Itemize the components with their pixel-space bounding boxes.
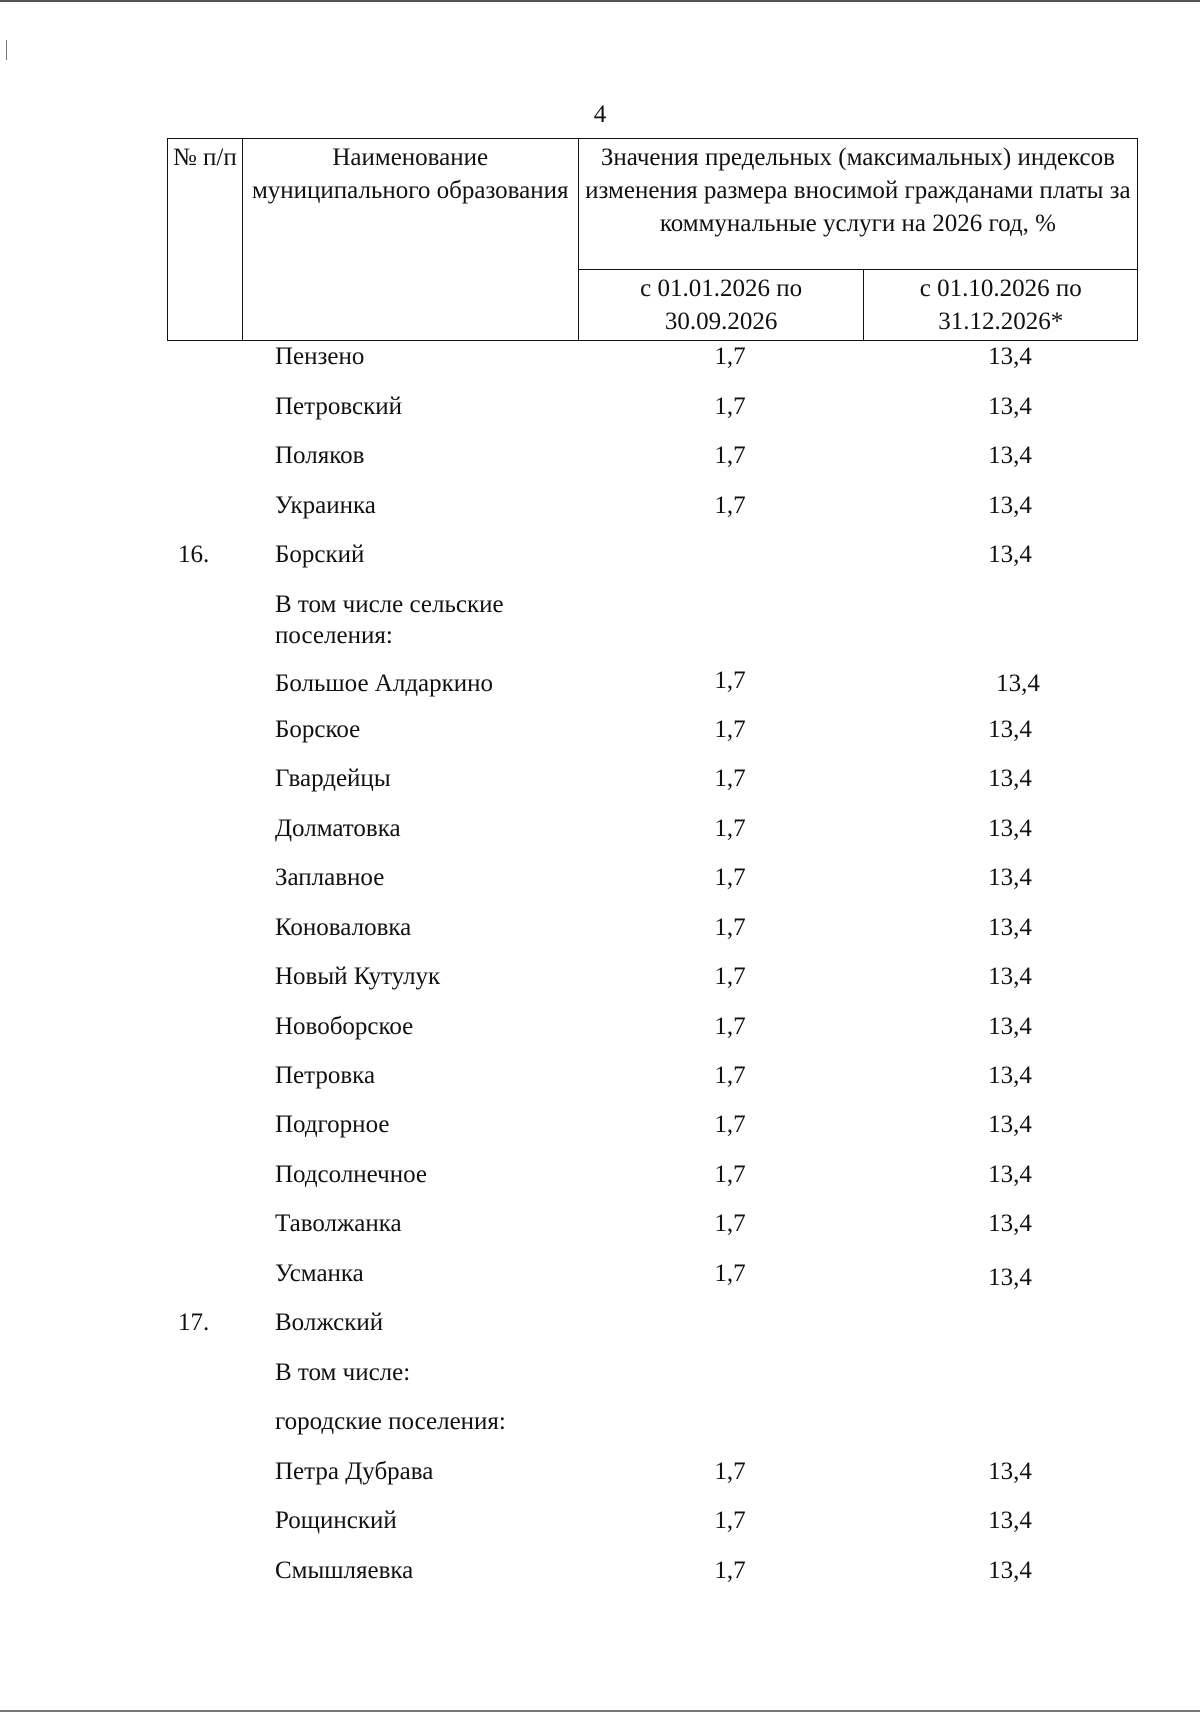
value-period-2: 13,4 (988, 1161, 1032, 1188)
municipality-name: Смышляевка (275, 1557, 414, 1584)
value-period-1: 1,7 (714, 765, 746, 792)
municipality-name: Петровский (275, 393, 403, 420)
value-period-2: 13,4 (988, 442, 1032, 469)
value-period-1: 1,7 (714, 963, 746, 990)
value-period-1: 1,7 (714, 914, 746, 941)
row-number: 17. (178, 1309, 210, 1336)
value-period-2: 13,4 (988, 815, 1032, 842)
municipality-name: Заплавное (275, 864, 385, 891)
value-period-2: 13,4 (988, 393, 1032, 420)
value-period-1: 1,7 (714, 1260, 746, 1287)
value-period-2: 13,4 (988, 765, 1032, 792)
value-period-2: 13,4 (988, 1111, 1032, 1138)
municipality-name: В том числе: (275, 1359, 411, 1386)
value-period-1: 1,7 (714, 492, 746, 519)
municipality-name: Таволжанка (275, 1210, 402, 1237)
value-period-1: 1,7 (714, 1210, 746, 1237)
value-period-2: 13,4 (988, 1013, 1032, 1040)
municipality-name: Подсолнечное (275, 1161, 428, 1188)
municipality-name: Петровка (275, 1062, 376, 1089)
value-period-2: 13,4 (988, 1264, 1032, 1291)
header-col-period-2: с 01.10.2026 по 31.12.2026* (864, 270, 1138, 341)
value-period-1: 1,7 (714, 1557, 746, 1584)
value-period-1: 1,7 (714, 1062, 746, 1089)
municipality-name: Волжский (275, 1309, 384, 1336)
value-period-1: 1,7 (714, 393, 746, 420)
municipality-name: Пензено (275, 343, 365, 370)
header-col-name: Наименование муниципального образования (242, 139, 578, 341)
value-period-1: 1,7 (714, 1507, 746, 1534)
value-period-1: 1,7 (714, 716, 746, 743)
header-col-values-title: Значения предельных (максимальных) индексов изменения размера вносимой гражданами платы за коммунальные услуги на 2026 год, % (578, 139, 1137, 270)
value-period-1: 1,7 (714, 343, 746, 370)
value-period-2: 13,4 (988, 1507, 1032, 1534)
value-period-2: 13,4 (988, 716, 1032, 743)
value-period-2: 13,4 (988, 963, 1032, 990)
value-period-1: 1,7 (714, 1013, 746, 1040)
value-period-2: 13,4 (988, 1210, 1032, 1237)
value-period-2: 13,4 (996, 670, 1040, 697)
value-period-2: 13,4 (988, 343, 1032, 370)
value-period-1: 1,7 (714, 667, 746, 694)
municipality-name: Коноваловка (275, 914, 412, 941)
page-number: 4 (593, 101, 607, 128)
municipality-name: Петра Дубрава (275, 1458, 434, 1485)
value-period-2: 13,4 (988, 914, 1032, 941)
value-period-1: 1,7 (714, 815, 746, 842)
header-col-period-1: с 01.01.2026 по 30.09.2026 (578, 270, 864, 341)
municipality-name: Гвардейцы (275, 765, 391, 792)
municipality-name: городские поселения: (275, 1408, 506, 1435)
value-period-1: 1,7 (714, 864, 746, 891)
value-period-2: 13,4 (988, 1062, 1032, 1089)
municipality-name: Поляков (275, 442, 365, 469)
municipality-name: Рощинский (275, 1507, 397, 1534)
municipality-name: Большое Алдаркино (275, 670, 494, 697)
value-period-2: 13,4 (988, 864, 1032, 891)
municipality-name: Подгорное (275, 1111, 390, 1138)
municipality-name: В том числе сельские поселения: (275, 591, 504, 649)
value-period-1: 1,7 (714, 1111, 746, 1138)
value-period-2: 13,4 (988, 1458, 1032, 1485)
municipality-name: Новоборское (275, 1013, 414, 1040)
value-period-1: 1,7 (714, 1458, 746, 1485)
municipality-name: Украинка (275, 492, 376, 519)
header-col-num: № п/п (168, 139, 243, 341)
value-period-2: 13,4 (988, 541, 1032, 568)
municipality-name: Борское (275, 716, 361, 743)
municipality-name: Борский (275, 541, 365, 568)
row-number: 16. (178, 541, 210, 568)
municipality-name: Новый Кутулук (275, 963, 441, 990)
value-period-2: 13,4 (988, 492, 1032, 519)
municipality-name: Усманка (275, 1260, 364, 1287)
municipality-name: Долматовка (275, 815, 401, 842)
value-period-2: 13,4 (988, 1557, 1032, 1584)
value-period-1: 1,7 (714, 442, 746, 469)
value-period-1: 1,7 (714, 1161, 746, 1188)
